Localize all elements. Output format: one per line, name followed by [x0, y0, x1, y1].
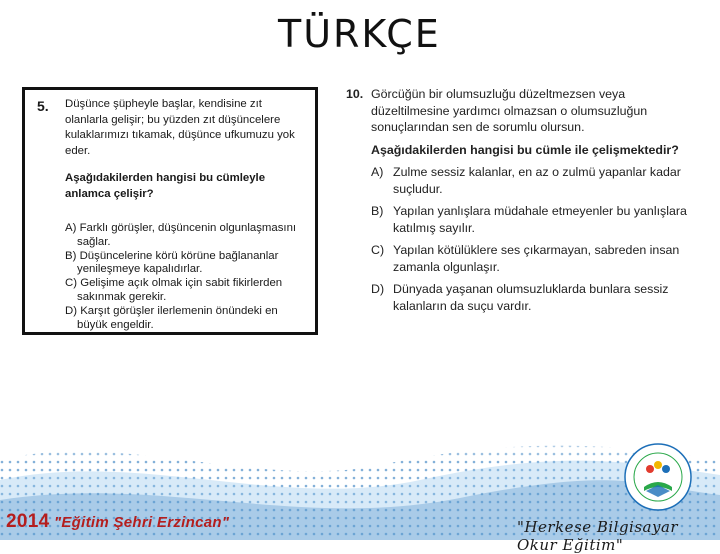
option-d[interactable]: D) Dünyada yaşanan olumsuzluklarda bunlara sessiz kalanların da suçu vardır.: [371, 282, 669, 313]
options-list: [371, 164, 696, 314]
question-stem: Görcüğün bir olumsuzluğu düzeltmezsen veya düzeltilmesine yardımcı olmazsan o olumsuzluğun sonuçlarından sen de sorumlu olursun.: [371, 87, 648, 134]
slide-title: TÜRKÇE: [278, 12, 441, 56]
option-c[interactable]: C) Yapılan kötülüklere ses çıkarmayan, sabreden insan zamanla olgunlaşır.: [371, 243, 680, 274]
question-prompt: Aşağıdakilerden hangisi bu cümleyle anlamca çelişir?: [65, 172, 266, 200]
question-number: 5.: [37, 98, 49, 114]
option-a[interactable]: A) Farklı görüşler, düşüncenin olgunlaşmasını sağlar.: [65, 222, 297, 248]
option-b[interactable]: B) Düşüncelerine körü körüne bağlananlar yenileşmeye kapalıdırlar.: [65, 249, 279, 276]
option-a[interactable]: A) Zulme sessiz kalanlar, en az o zulmü yapanlar kadar suçludur.: [371, 165, 681, 196]
option-c[interactable]: C) Gelişime açık olmak için sabit fikirlerden sakınmak gerekir.: [65, 277, 283, 303]
question-stem: Düşünce şüpheyle başlar, kendisine zıt olanlarla gelişir; bu yüzden zıt düşüncelere kulaklarımızı tıkamak, düşünce ufkumuzu yok eder.: [65, 98, 295, 157]
campaign-slogan: 2014 "Eğitim Şehri Erzincan": [6, 511, 230, 532]
options-list: [65, 222, 307, 332]
question-10: [346, 86, 696, 320]
question-number: 10.: [346, 87, 364, 101]
question-prompt: Aşağıdakilerden hangisi bu cümle ile çelişmektedir?: [371, 142, 679, 157]
option-b[interactable]: B) Yapılan yanlışlara müdahale etmeyenler bu yanlışlara katılmış sayılır.: [371, 204, 687, 235]
directorate-logo: [622, 441, 694, 513]
question-box-5: [22, 87, 318, 335]
option-d[interactable]: D) Karşıt görüşler ilerlemenin önündeki en büyük engeldir.: [65, 304, 278, 331]
motto-text: "Herkese Bilgisayar Okur Eğitim": [517, 518, 679, 554]
